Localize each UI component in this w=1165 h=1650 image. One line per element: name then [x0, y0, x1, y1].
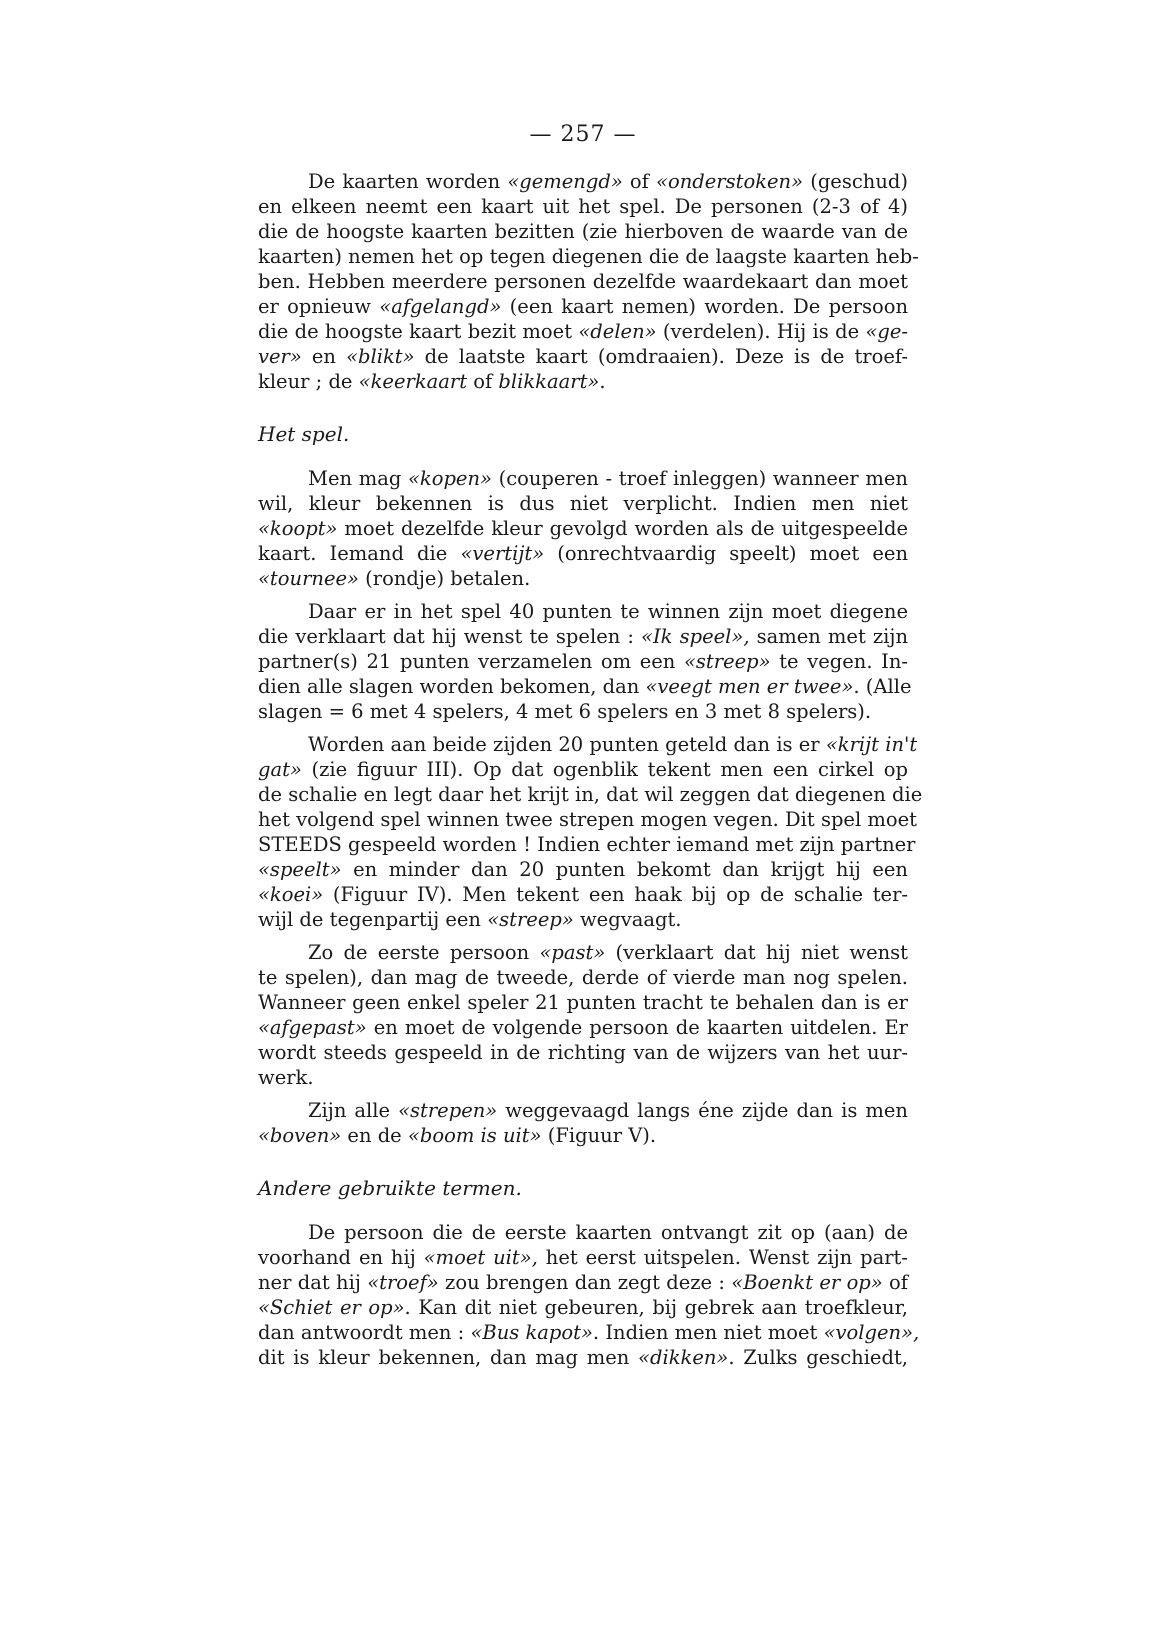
text-run: en de [341, 1124, 408, 1147]
text-line [258, 1295, 908, 1320]
italic-term: «speelt» [258, 858, 342, 881]
text-run: Zijn alle [308, 1099, 399, 1122]
italic-term: blikkaart» [498, 370, 600, 393]
text-run: partner(s) 21 punten verzamelen om een [258, 650, 684, 673]
italic-term: ver» [258, 345, 302, 368]
text-line [258, 1270, 908, 1295]
text-line [258, 1320, 920, 1345]
italic-term: «krijt in't [825, 733, 918, 756]
text-line [258, 344, 908, 369]
text-run: kaart. Iemand die [258, 542, 461, 565]
text-line [258, 1123, 908, 1148]
text-run: te spelen), dan mag de tweede, derde of vierde man nog spelen. [258, 966, 908, 989]
italic-term: «onderstoken» [656, 170, 804, 193]
italic-term: «Bus kapot» [470, 1321, 593, 1344]
text-line [258, 169, 908, 194]
text-run: of [882, 1271, 909, 1294]
text-run: wordt steeds gespeeld in de richting van de wijzers van het uur- [258, 1041, 908, 1064]
text-run: (verklaart dat hij niet wenst [605, 941, 909, 964]
paragraph [258, 169, 919, 394]
text-line [258, 491, 908, 516]
text-run: kaarten) nemen het op tegen diegenen die de laagste kaarten heb- [258, 245, 919, 268]
text-run: of [622, 170, 657, 193]
italic-term: «kopen» [407, 467, 492, 490]
text-run: Wanneer geen enkel speler 21 punten tracht te behalen dan is er [258, 991, 908, 1014]
text-line [258, 940, 908, 965]
text-line [258, 1040, 908, 1065]
text-line [258, 907, 908, 932]
italic-term: «boven» [258, 1124, 342, 1147]
text-run: de laatste kaart (omdraaien). Deze is de troef- [414, 345, 908, 368]
text-run: (zie figuur III). Op dat ogenblik tekent men een cirkel op [301, 758, 908, 781]
text-run: het eerst uitspelen. Wenst zijn part- [537, 1246, 908, 1269]
text-run: die de hoogste kaarten bezitten (zie hierboven de waarde van de [258, 220, 908, 243]
italic-term: «boom is uit» [407, 1124, 542, 1147]
book-page [258, 122, 923, 1378]
text-line [258, 219, 908, 244]
text-line [258, 782, 923, 807]
text-line [258, 832, 916, 857]
text-run: samen met zijn [749, 625, 908, 648]
paragraph [258, 1220, 920, 1370]
text-run: en [301, 345, 347, 368]
text-run: (Figuur IV). Men tekent een haak bij op de schalie ter- [323, 883, 908, 906]
text-line [258, 1015, 908, 1040]
text-run: dan antwoordt men : [258, 1321, 471, 1344]
text-line [258, 674, 912, 699]
italic-term: «past» [539, 941, 606, 964]
text-run: voorhand en hij [258, 1246, 424, 1269]
text-run: dit is kleur bekennen, dan mag men [258, 1346, 639, 1369]
italic-term: «koopt» [258, 517, 338, 540]
italic-term: «blikt» [346, 345, 415, 368]
text-run: er opnieuw [258, 295, 380, 318]
text-run: dien alle slagen worden bekomen, dan [258, 675, 646, 698]
text-run: slagen = 6 met 4 spelers, 4 met 6 spelers en 3 met 8 spelers). [258, 700, 872, 723]
text-line [258, 807, 918, 832]
text-run: (Figuur V). [541, 1124, 657, 1147]
text-run: (een kaart nemen) worden. De persoon [501, 295, 908, 318]
italic-term: «afgelangd» [379, 295, 502, 318]
italic-term: «troef» [367, 1271, 439, 1294]
italic-term: «Boenkt er op» [731, 1271, 883, 1294]
text-run: Zo de eerste persoon [308, 941, 540, 964]
italic-term: «strepen» [398, 1099, 498, 1122]
text-line [258, 294, 908, 319]
italic-term: «vertijt» [460, 542, 545, 565]
text-run: . (Alle [853, 675, 912, 698]
page-body [258, 169, 923, 1370]
text-line [258, 244, 919, 269]
text-line [258, 369, 908, 394]
text-line [258, 1345, 908, 1370]
text-line [258, 1098, 908, 1123]
text-run: weggevaagd langs éne zijde dan is men [497, 1099, 908, 1122]
text-run: wegvaagt. [573, 908, 682, 931]
paragraph [258, 466, 908, 591]
text-line [258, 990, 908, 1015]
text-line [258, 194, 908, 219]
text-line [258, 732, 918, 757]
italic-term: «afgepast» [258, 1016, 367, 1039]
text-line [258, 965, 908, 990]
text-line [258, 466, 908, 491]
text-run: zou brengen dan zegt deze : [438, 1271, 732, 1294]
text-line [258, 649, 908, 674]
text-run: die verklaart dat hij wenst te spelen : [258, 625, 642, 648]
text-run: en elkeen neemt een kaart uit het spel. De personen (2-3 of 4) [258, 195, 908, 218]
text-run: wijl de tegenpartij een [258, 908, 488, 931]
text-run: De persoon die de eerste kaarten ontvangt zit op (aan) de [308, 1221, 908, 1244]
text-run: De kaarten worden [308, 170, 508, 193]
text-line [258, 269, 908, 294]
text-run: (geschud) [803, 170, 908, 193]
italic-term: «koei» [258, 883, 324, 906]
text-run: . [599, 370, 606, 393]
text-run: of [467, 370, 499, 393]
italic-term: gat» [258, 758, 302, 781]
paragraph [258, 1098, 908, 1148]
page-number: — 257 — [529, 122, 637, 147]
text-run: en minder dan 20 punten bekomt dan krijgt hij een [341, 858, 908, 881]
italic-term: «dikken» [638, 1346, 729, 1369]
text-run: de schalie en legt daar het krijt in, dat wil zeggen dat diegenen die [258, 783, 923, 806]
italic-term: «moet uit», [423, 1246, 538, 1269]
paragraph [258, 940, 908, 1090]
text-line [258, 624, 908, 649]
text-run: STEEDS gespeeld worden ! Indien echter iemand met zijn partner [258, 833, 916, 856]
text-run: het volgend spel winnen twee strepen mogen vegen. Dit spel moet [258, 808, 918, 831]
text-run: (couperen - troef inleggen) wanneer men [491, 467, 908, 490]
text-run: werk. [258, 1066, 314, 1089]
italic-term: «delen» [578, 320, 657, 343]
italic-term: «volgen», [823, 1321, 920, 1344]
text-line [258, 319, 908, 344]
text-run: . Indien men niet moet [592, 1321, 824, 1344]
text-run: (rondje) betalen. [358, 567, 531, 590]
italic-term: «veegt men er twee» [645, 675, 854, 698]
text-run: . Kan dit niet gebeuren, bij gebrek aan troefkleur, [404, 1296, 908, 1319]
text-run: te vegen. In- [770, 650, 908, 673]
text-run: die de hoogste kaart bezit moet [258, 320, 579, 343]
text-line [258, 882, 908, 907]
paragraph [258, 732, 923, 932]
text-line [258, 566, 908, 591]
text-line [258, 757, 908, 782]
text-run: Men mag [308, 467, 408, 490]
text-run: wil, kleur bekennen is dus niet verplicht. Indien men niet [258, 492, 908, 515]
text-run: (onrechtvaardig speelt) moet een [544, 542, 909, 565]
text-line [258, 1065, 908, 1090]
text-line [258, 541, 908, 566]
text-line [258, 1220, 908, 1245]
italic-term: «keerkaart [358, 370, 468, 393]
text-run: moet dezelfde kleur gevolgd worden als de uitgespeelde [337, 517, 908, 540]
text-run: Daar er in het spel 40 punten te winnen zijn moet diegene [308, 600, 908, 623]
text-line [258, 516, 908, 541]
paragraph [258, 599, 912, 724]
italic-term: «streep» [683, 650, 771, 673]
section-heading: Het spel. [258, 422, 350, 446]
text-line [258, 1245, 908, 1270]
italic-term: «gemengd» [507, 170, 623, 193]
text-run: ner dat hij [258, 1271, 368, 1294]
text-run: en moet de volgende persoon de kaarten uitdelen. Er [366, 1016, 908, 1039]
text-run: (verdelen). Hij is de [656, 320, 866, 343]
italic-term: «tournee» [258, 567, 359, 590]
section-heading: Andere gebruikte termen. [258, 1176, 522, 1200]
text-line [258, 699, 908, 724]
text-line [258, 857, 908, 882]
text-run: . Zulks geschiedt, [728, 1346, 908, 1369]
text-run: kleur ; de [258, 370, 359, 393]
text-run: ben. Hebben meerdere personen dezelfde waardekaart dan moet [258, 270, 908, 293]
text-run: Worden aan beide zijden 20 punten geteld dan is er [308, 733, 826, 756]
italic-term: «Schiet er op» [258, 1296, 405, 1319]
italic-term: «ge- [865, 320, 908, 343]
italic-term: «streep» [487, 908, 574, 931]
italic-term: «Ik speel», [641, 625, 750, 648]
text-line [258, 599, 908, 624]
